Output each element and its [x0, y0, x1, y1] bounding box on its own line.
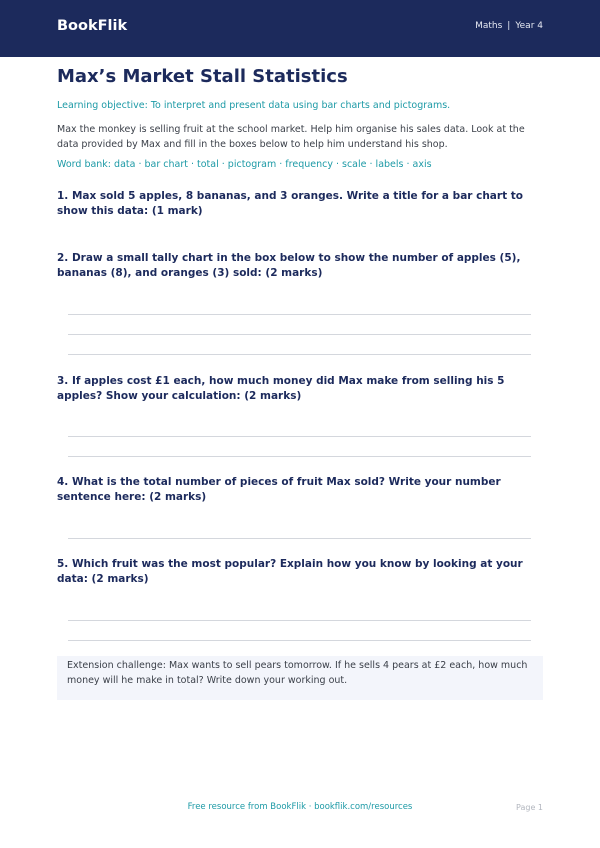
extension-challenge-text: Extension challenge: Max wants to sell pears tomorrow. If he sells 4 pears at £2 each, how much money will he make in total? Write down your working out. [67, 660, 528, 686]
page-header [0, 0, 600, 57]
year-label: Year 4 [515, 20, 543, 31]
worksheet-title: Max’s Market Stall Statistics [57, 66, 348, 87]
subject-year-label [475, 21, 543, 31]
answer-line[interactable] [68, 456, 531, 457]
question-2: 2. Draw a small tally chart in the box below to show the number of apples (5), bananas (8), and oranges (3) sold: (2 marks) [57, 252, 521, 279]
answer-line[interactable] [68, 436, 531, 437]
separator: | [507, 20, 511, 31]
extension-challenge-box [57, 656, 543, 700]
intro-paragraph: Max the monkey is selling fruit at the school market. Help him organise his sales data. Look at the data provided by Max and fill in the boxes below to help him understand his shop. [57, 124, 525, 150]
answer-line[interactable] [68, 640, 531, 641]
subject-label: Maths [475, 20, 503, 31]
footer-credit: Free resource from BookFlik · bookflik.com/resources [187, 802, 413, 812]
learning-objective: Learning objective: To interpret and present data using bar charts and pictograms. [57, 100, 451, 111]
question-4: 4. What is the total number of pieces of fruit Max sold? Write your number sentence here: (2 marks) [57, 476, 501, 503]
answer-line[interactable] [68, 538, 531, 539]
question-1: 1. Max sold 5 apples, 8 bananas, and 3 oranges. Write a title for a bar chart to show this data: (1 mark) [57, 190, 523, 217]
question-5: 5. Which fruit was the most popular? Explain how you know by looking at your data: (2 marks) [57, 558, 523, 585]
answer-line[interactable] [68, 354, 531, 355]
brand-logo-text: BookFlik [57, 17, 128, 34]
page-number: Page 1 [516, 803, 543, 812]
answer-line[interactable] [68, 334, 531, 335]
question-3: 3. If apples cost £1 each, how much money did Max make from selling his 5 apples? Show your calculation: (2 marks) [57, 375, 505, 402]
answer-line[interactable] [68, 620, 531, 621]
answer-line[interactable] [68, 314, 531, 315]
word-bank: Word bank: data · bar chart · total · pictogram · frequency · scale · labels · axis [57, 159, 432, 170]
